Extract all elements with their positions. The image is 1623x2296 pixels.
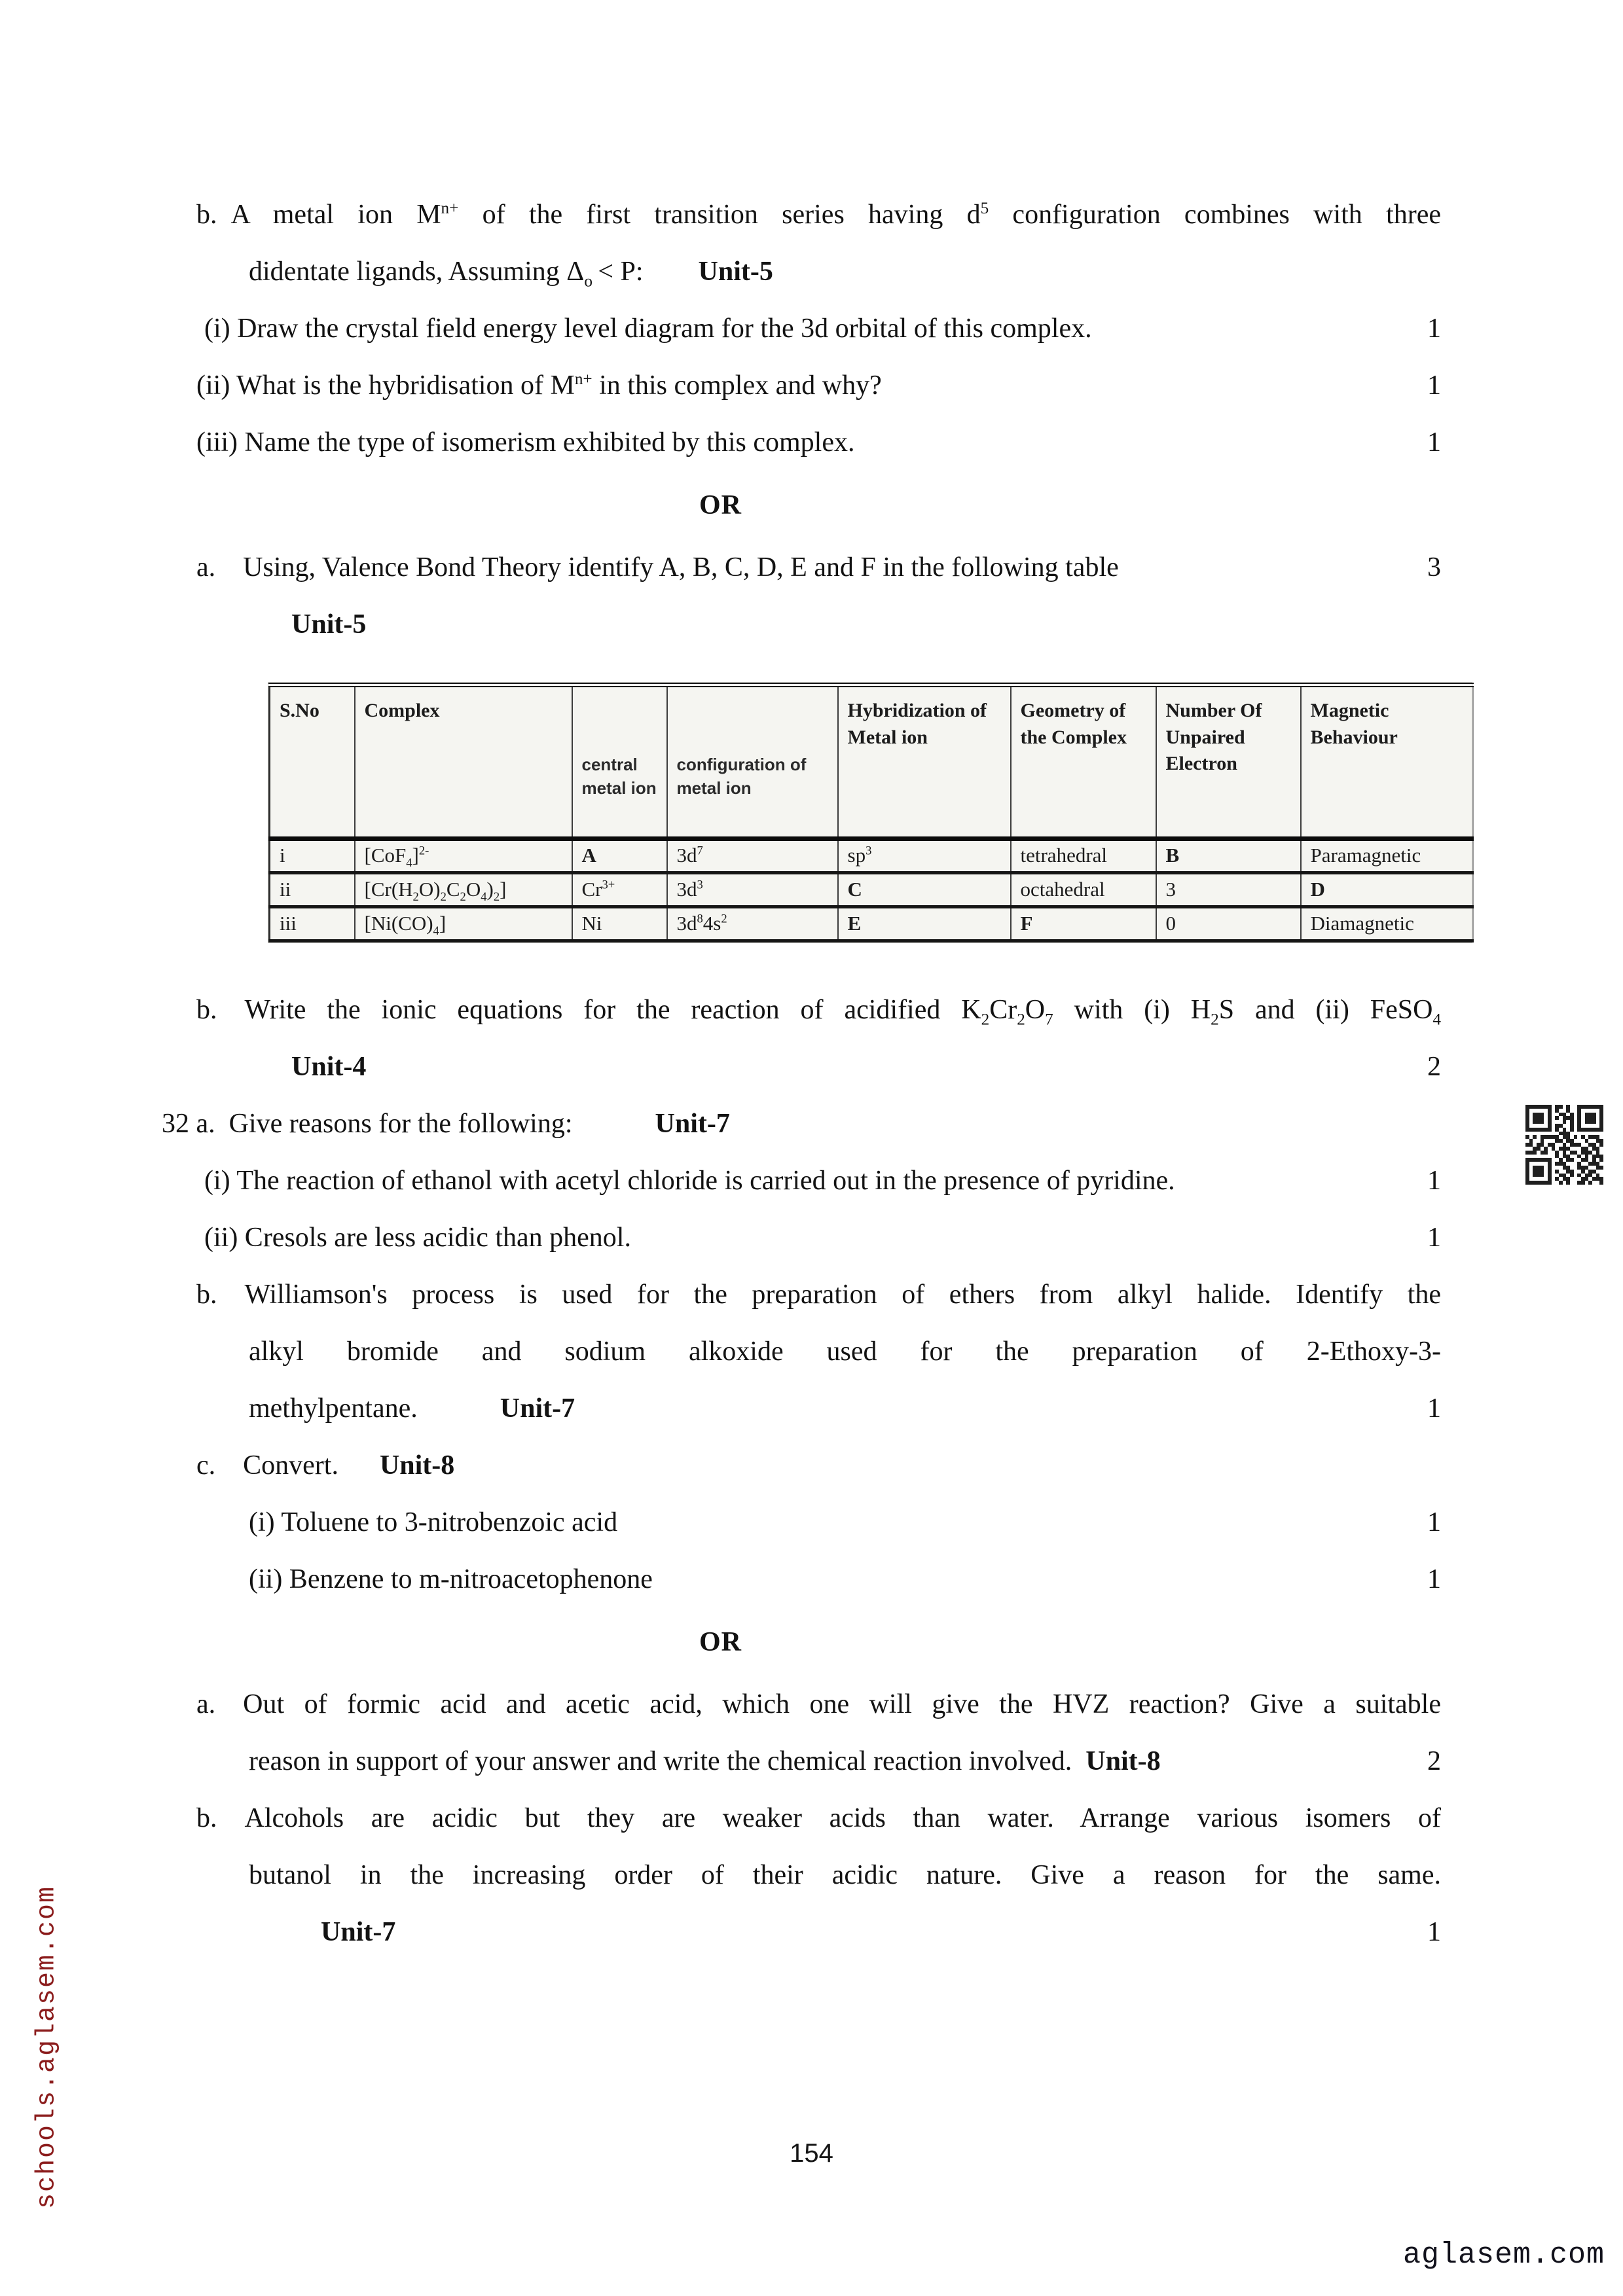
question-line — [0, 1904, 1441, 1961]
table-cell: Ni — [572, 907, 667, 941]
table-cell: $3d^84s^2$ — [667, 907, 838, 941]
line-text: b. Alcohols are acidic but they are weaker acids than water. Arrange various isomers of — [196, 1803, 1441, 1834]
line-text: b. Williamson's process is used for the preparation of ethers from alkyl halide. Identify the — [196, 1280, 1441, 1310]
or-separator — [0, 471, 1441, 539]
table-row — [270, 873, 1473, 907]
table-cell: $3d^3$ — [667, 873, 838, 907]
question-line — [0, 1266, 1441, 1323]
line-text: (iii) Name the type of isomerism exhibited by this complex. — [196, 427, 855, 458]
marks-value: 1 — [1427, 1393, 1441, 1424]
line-text: (ii) Benzene to m-nitroacetophenone — [249, 1564, 653, 1595]
question-line — [0, 1210, 1441, 1266]
question-line — [0, 1494, 1441, 1551]
marks-value: 1 — [1427, 1166, 1441, 1196]
watermark-bottom-right: aglasem.com — [1402, 2238, 1605, 2272]
table-cell: i — [270, 839, 355, 873]
table-header-cell: Number Of Unpaired Electron — [1156, 685, 1301, 839]
question-line — [0, 1790, 1441, 1847]
table-cell: Diamagnetic — [1301, 907, 1473, 941]
line-text: Unit-5 — [291, 609, 367, 640]
marks-value: 1 — [1427, 314, 1441, 344]
qr-code — [1525, 1105, 1603, 1185]
table-header-cell: Complex — [355, 685, 572, 839]
watermark-left: schools.aglasem.com — [32, 1885, 62, 2210]
line-text: 32 a. Give reasons for the following: Unit-7 — [162, 1109, 730, 1139]
table-cell: F — [1011, 907, 1156, 941]
or-separator — [0, 1608, 1441, 1676]
line-text: a. Out of formic acid and acetic acid, which one will give the HVZ reaction? Give a suitable — [196, 1689, 1441, 1720]
question-line — [0, 1437, 1441, 1494]
line-text: didentate ligands, Assuming $\Delta_o < P$: Unit-5 — [249, 257, 773, 291]
question-line — [0, 1153, 1441, 1210]
question-line — [0, 1847, 1441, 1904]
table-header-row — [270, 685, 1473, 839]
line-text: (i) Draw the crystal field energy level diagram for the 3d orbital of this complex. — [204, 314, 1092, 344]
table-cell: $[CoF_4]^{2-}$ — [355, 839, 572, 873]
question-line — [0, 1380, 1441, 1437]
line-text: (i) Toluene to 3-nitrobenzoic acid — [249, 1507, 618, 1538]
line-text: (ii) What is the hybridisation of $M^{n+}$ in this complex and why? — [196, 370, 882, 401]
question-line — [0, 243, 1441, 300]
table-cell: $3d^7$ — [667, 839, 838, 873]
marks-value: 1 — [1427, 1917, 1441, 1948]
marks-value: 2 — [1427, 1746, 1441, 1777]
marks-value: 2 — [1427, 1052, 1441, 1083]
line-text: Unit-4 — [291, 1052, 367, 1083]
table-header-cell: Geometry of the Complex — [1011, 685, 1156, 839]
question-line — [0, 596, 1441, 653]
table-cell: 0 — [1156, 907, 1301, 941]
line-text: b. Write the ionic equations for the reaction of acidified $K_2Cr_2O_7$ with (i) $H_2S$ and (ii) FeSO$_4$ — [196, 995, 1441, 1029]
table-cell: $Cr^{3+}$ — [572, 873, 667, 907]
table-cell: $[Cr(H_2O)_2C_2O_4)_2$] — [355, 873, 572, 907]
question-line — [0, 1551, 1441, 1608]
table-cell: 3 — [1156, 873, 1301, 907]
vbt-table — [268, 683, 1474, 942]
line-text: reason in support of your answer and write the chemical reaction involved. Unit-8 — [249, 1746, 1161, 1777]
table-cell: tetrahedral — [1011, 839, 1156, 873]
marks-value: 1 — [1427, 370, 1441, 401]
table-cell: E — [838, 907, 1011, 941]
line-text: OR — [699, 490, 742, 520]
line-text: (i) The reaction of ethanol with acetyl chloride is carried out in the presence of pyridine. — [204, 1166, 1175, 1196]
table-cell: C — [838, 873, 1011, 907]
table-header-cell: central metal ion — [572, 685, 667, 839]
table-cell: B — [1156, 839, 1301, 873]
table-cell: D — [1301, 873, 1473, 907]
question-line — [0, 414, 1441, 471]
table-cell: $sp^3$ — [838, 839, 1011, 873]
table-header-cell: configuration of metal ion — [667, 685, 838, 839]
table-cell: $[Ni(CO)_4]$ — [355, 907, 572, 941]
vbt-table-wrapper — [268, 683, 1472, 942]
marks-value: 1 — [1427, 1564, 1441, 1595]
line-text: butanol in the increasing order of their acidic nature. Give a reason for the same. — [249, 1860, 1441, 1891]
question-line — [0, 982, 1441, 1039]
table-cell: octahedral — [1011, 873, 1156, 907]
qr-module — [1599, 1181, 1603, 1185]
question-line — [0, 1676, 1441, 1733]
table-header-cell: S.No — [270, 685, 355, 839]
question-line — [0, 1323, 1441, 1380]
table-cell: iii — [280, 911, 297, 935]
line-text: b. A metal ion $M^{n+}$ of the first transition series having $d^5$ configuration combines with three — [196, 200, 1441, 230]
line-text: a. Using, Valence Bond Theory identify A, B, C, D, E and F in the following table — [196, 552, 1119, 583]
page-number: 154 — [790, 2139, 833, 2168]
marks-value: 1 — [1427, 427, 1441, 458]
table-cell: A — [572, 839, 667, 873]
question-line — [0, 300, 1441, 357]
line-text: OR — [699, 1626, 742, 1657]
line-text: alkyl bromide and sodium alkoxide used for the preparation of 2-Ethoxy-3- — [249, 1336, 1441, 1367]
question-line — [0, 187, 1441, 243]
table-header-cell: Magnetic Behaviour — [1301, 685, 1473, 839]
line-text: methylpentane. Unit-7 — [249, 1393, 575, 1424]
marks-value: 3 — [1427, 552, 1441, 583]
question-line — [0, 1733, 1441, 1790]
table-header-cell: Hybridization of Metal ion — [838, 685, 1011, 839]
line-text: (ii) Cresols are less acidic than phenol. — [204, 1223, 631, 1253]
table-row — [270, 839, 1473, 873]
table-cell: ii — [270, 873, 355, 907]
marks-value: 1 — [1427, 1507, 1441, 1538]
line-text: c. Convert. Unit-8 — [196, 1450, 455, 1481]
question-line — [0, 357, 1441, 414]
question-line — [0, 1096, 1441, 1153]
question-line — [0, 1039, 1441, 1096]
line-text: Unit-7 — [321, 1917, 396, 1948]
marks-value: 1 — [1427, 1223, 1441, 1253]
table-cell: Paramagnetic — [1301, 839, 1473, 873]
question-line — [0, 539, 1441, 596]
table-row — [270, 907, 1473, 941]
